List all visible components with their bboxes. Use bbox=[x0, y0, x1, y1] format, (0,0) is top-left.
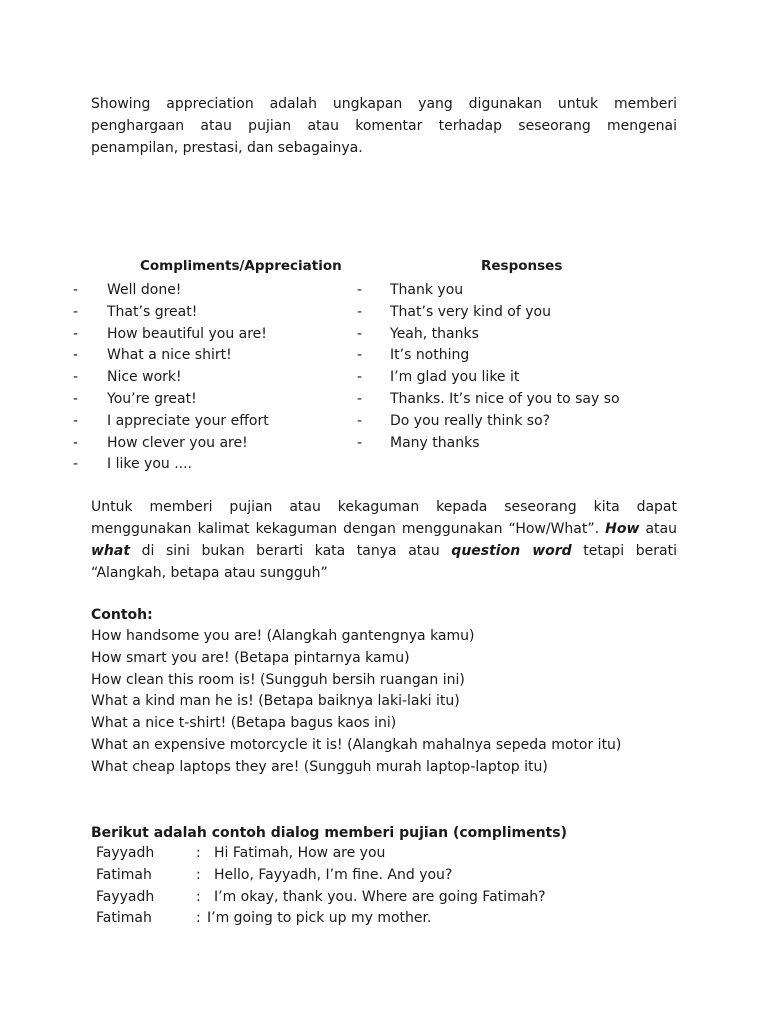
dialog-text: Hello, Fayyadh, I’m fine. And you? bbox=[214, 866, 453, 883]
dash-bullet: - bbox=[357, 369, 363, 386]
dash-bullet: - bbox=[73, 390, 79, 407]
compliment-text: What a nice shirt! bbox=[107, 347, 232, 364]
colon-separator: : bbox=[196, 910, 201, 927]
dialog-line bbox=[96, 908, 696, 930]
colon-separator: : bbox=[196, 845, 201, 861]
compliment-text: That’s great! bbox=[107, 303, 198, 320]
response-text: I’m glad you like it bbox=[390, 369, 520, 386]
example-line: What an expensive motorcycle it is! (Alangkah mahalnya sepeda motor itu) bbox=[91, 736, 622, 753]
compliment-text: Nice work! bbox=[107, 369, 182, 386]
dash-bullet: - bbox=[357, 434, 363, 451]
compliment-text: I appreciate your effort bbox=[107, 412, 269, 429]
example-line: What a nice t-shirt! (Betapa bagus kaos ini) bbox=[91, 715, 397, 732]
dash-bullet: - bbox=[357, 303, 363, 320]
dash-bullet: - bbox=[73, 456, 79, 473]
dash-bullet: - bbox=[73, 347, 79, 364]
how-emphasis: How bbox=[605, 521, 640, 537]
example-line: What cheap laptops they are! (Sungguh murah laptop-laptop itu) bbox=[91, 758, 548, 775]
response-text: Yeah, thanks bbox=[390, 325, 479, 342]
explanation-text: di sini bukan berarti kata tanya atau bbox=[130, 543, 452, 559]
response-text: That’s very kind of you bbox=[390, 303, 551, 320]
response-text: Thank you bbox=[390, 282, 464, 298]
dash-bullet: - bbox=[357, 412, 363, 429]
dash-bullet: - bbox=[73, 412, 79, 429]
dash-bullet: - bbox=[357, 282, 363, 298]
explanation-text: tetapi berati “Alangkah, betapa atau sungguh” bbox=[91, 543, 677, 581]
dialog-text: Hi Fatimah, How are you bbox=[214, 845, 386, 861]
intro-paragraph: Showing appreciation adalah ungkapan yang digunakan untuk memberi penghargaan atau pujian atau komentar terhadap seseorang mengenai penampilan, prestasi, dan sebagainya. bbox=[91, 96, 677, 156]
dialog-line bbox=[96, 843, 696, 865]
dialog-list bbox=[96, 843, 696, 930]
contoh-heading: Contoh: bbox=[91, 607, 153, 623]
examples-list bbox=[91, 626, 621, 779]
example-line: How smart you are! (Betapa pintarnya kamu) bbox=[91, 649, 410, 666]
example-line: How clean this room is! (Sungguh bersih ruangan ini) bbox=[91, 671, 465, 688]
dialog-line bbox=[96, 865, 696, 887]
compliment-text: Well done! bbox=[107, 282, 182, 298]
compliment-text: I like you .... bbox=[107, 456, 193, 473]
speaker-name: Fatimah bbox=[96, 866, 152, 883]
dialog-heading: Berikut adalah contoh dialog memberi pujian (compliments) bbox=[91, 825, 567, 841]
example-line: What a kind man he is! (Betapa baiknya laki-laki itu) bbox=[91, 693, 460, 710]
colon-separator: : bbox=[196, 866, 201, 883]
compliment-text: You’re great! bbox=[107, 390, 197, 407]
explanation-text: atau bbox=[639, 521, 677, 537]
response-text: Thanks. It’s nice of you to say so bbox=[390, 390, 620, 407]
compliments-header: Compliments/Appreciation bbox=[140, 258, 342, 274]
dash-bullet: - bbox=[73, 434, 79, 451]
responses-header: Responses bbox=[481, 258, 563, 274]
dash-bullet: - bbox=[357, 390, 363, 407]
dash-bullet: - bbox=[73, 282, 79, 298]
colon-separator: : bbox=[196, 888, 201, 905]
speaker-name: Fatimah bbox=[96, 910, 152, 927]
dash-bullet: - bbox=[73, 369, 79, 386]
response-text: It’s nothing bbox=[390, 347, 470, 364]
dialog-text: I’m okay, thank you. Where are going Fatimah? bbox=[214, 888, 546, 905]
speaker-name: Fayyadh bbox=[96, 888, 155, 905]
dialog-line bbox=[96, 887, 696, 909]
example-line: How handsome you are! (Alangkah gantengnya kamu) bbox=[91, 628, 475, 644]
compliment-text: How clever you are! bbox=[107, 434, 248, 451]
speaker-name: Fayyadh bbox=[96, 845, 155, 861]
dash-bullet: - bbox=[73, 325, 79, 342]
dialog-text: I’m going to pick up my mother. bbox=[207, 910, 432, 927]
dash-bullet: - bbox=[73, 303, 79, 320]
response-text: Many thanks bbox=[390, 434, 480, 451]
explanation-paragraph bbox=[91, 496, 677, 584]
question-word-emphasis: question word bbox=[451, 543, 572, 559]
dash-bullet: - bbox=[357, 325, 363, 342]
compliment-text: How beautiful you are! bbox=[107, 325, 267, 342]
dash-bullet: - bbox=[357, 347, 363, 364]
explanation-text: Untuk memberi pujian atau kekaguman kepada seseorang kita dapat menggunakan kalimat kekaguman dengan menggunakan “How/What”. bbox=[91, 499, 677, 537]
what-emphasis: what bbox=[91, 543, 131, 559]
response-text: Do you really think so? bbox=[390, 412, 551, 429]
